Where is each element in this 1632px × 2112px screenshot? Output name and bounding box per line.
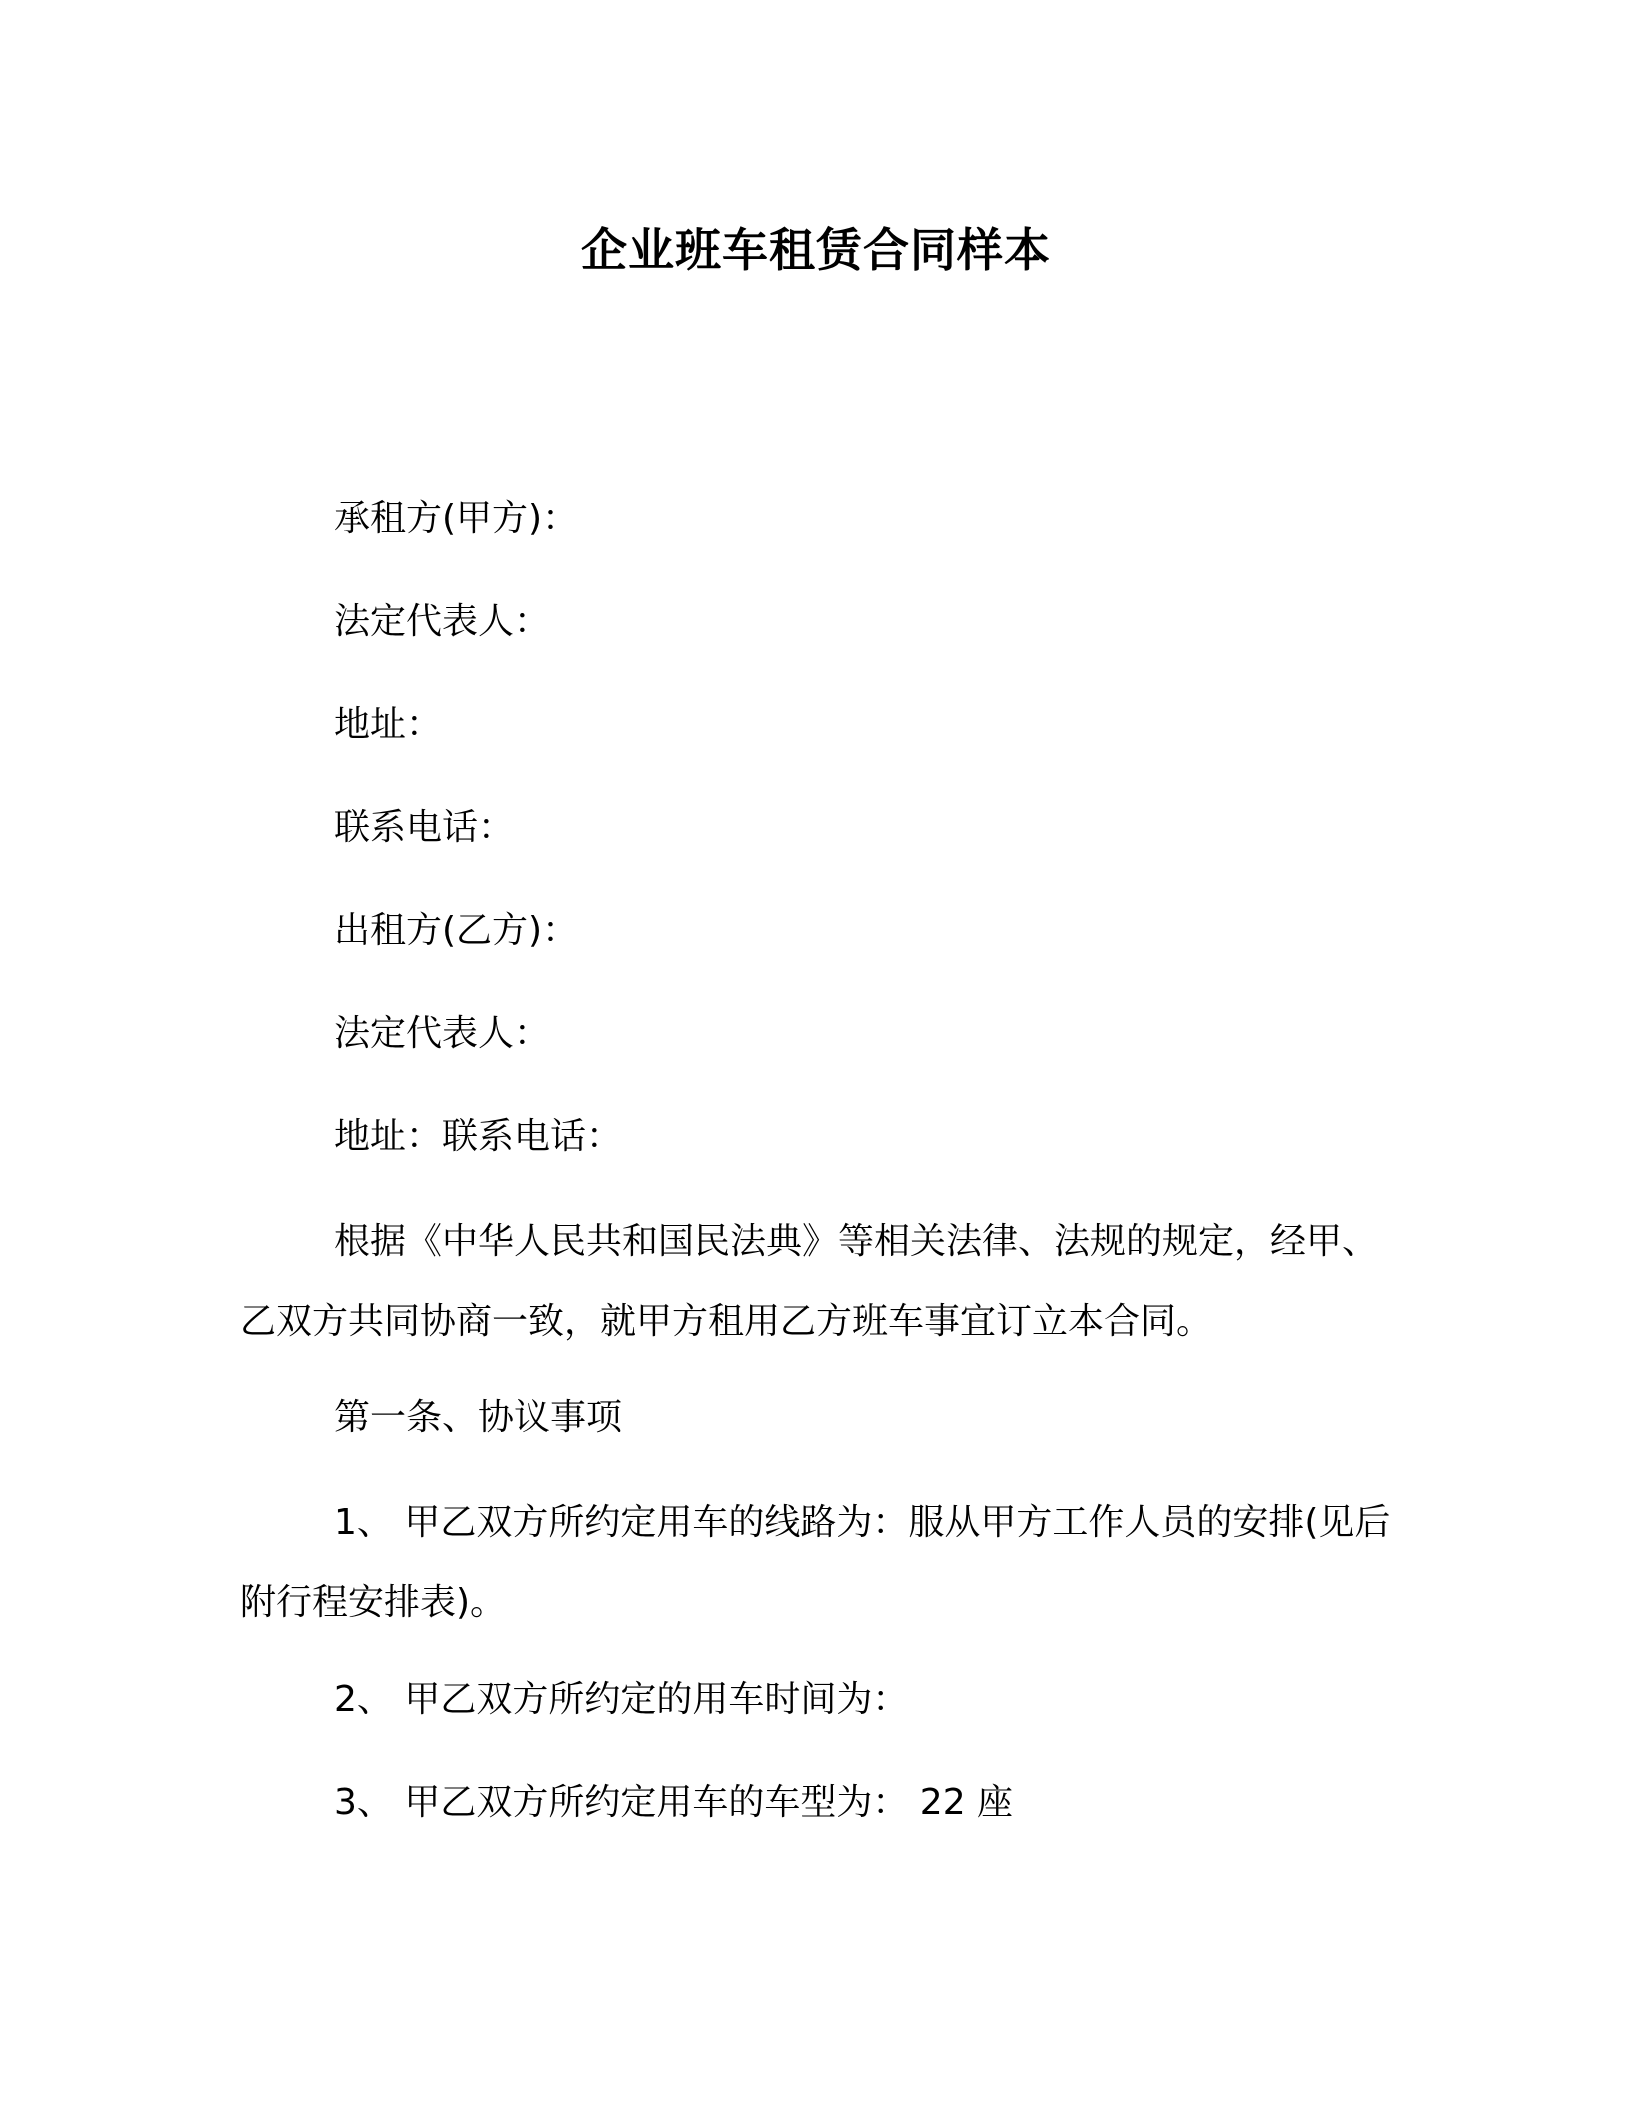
- field-lessee-legal-rep: 法定代表人：: [334, 601, 551, 642]
- field-lessor-legal-rep: 法定代表人：: [334, 1013, 551, 1054]
- clause-2: 2、 甲乙双方所约定的用车时间为：: [334, 1679, 909, 1720]
- preamble-paragraph: 根据《中华人民共和国民法典》等相关法律、法规的规定，经甲、乙双方共同协商一致，就甲方租用乙方班车事宜订立本合同。: [240, 1221, 1379, 1342]
- document-title: 企业班车租赁合同样本: [581, 223, 1051, 277]
- clause-3: 3、 甲乙双方所约定用车的车型为： 22 座: [334, 1782, 1014, 1823]
- field-lessee: 承租方(甲方)：: [334, 498, 579, 539]
- field-lessee-phone: 联系电话：: [334, 807, 515, 848]
- clause-1: 1、 甲乙双方所约定用车的线路为：服从甲方工作人员的安排(见后附行程安排表)。: [240, 1502, 1391, 1623]
- field-lessor-address-phone: 地址：联系电话：: [334, 1116, 623, 1157]
- article-1-heading: 第一条、协议事项: [334, 1397, 623, 1438]
- field-lessor: 出租方(乙方)：: [334, 910, 579, 951]
- field-lessee-address: 地址：: [334, 704, 443, 745]
